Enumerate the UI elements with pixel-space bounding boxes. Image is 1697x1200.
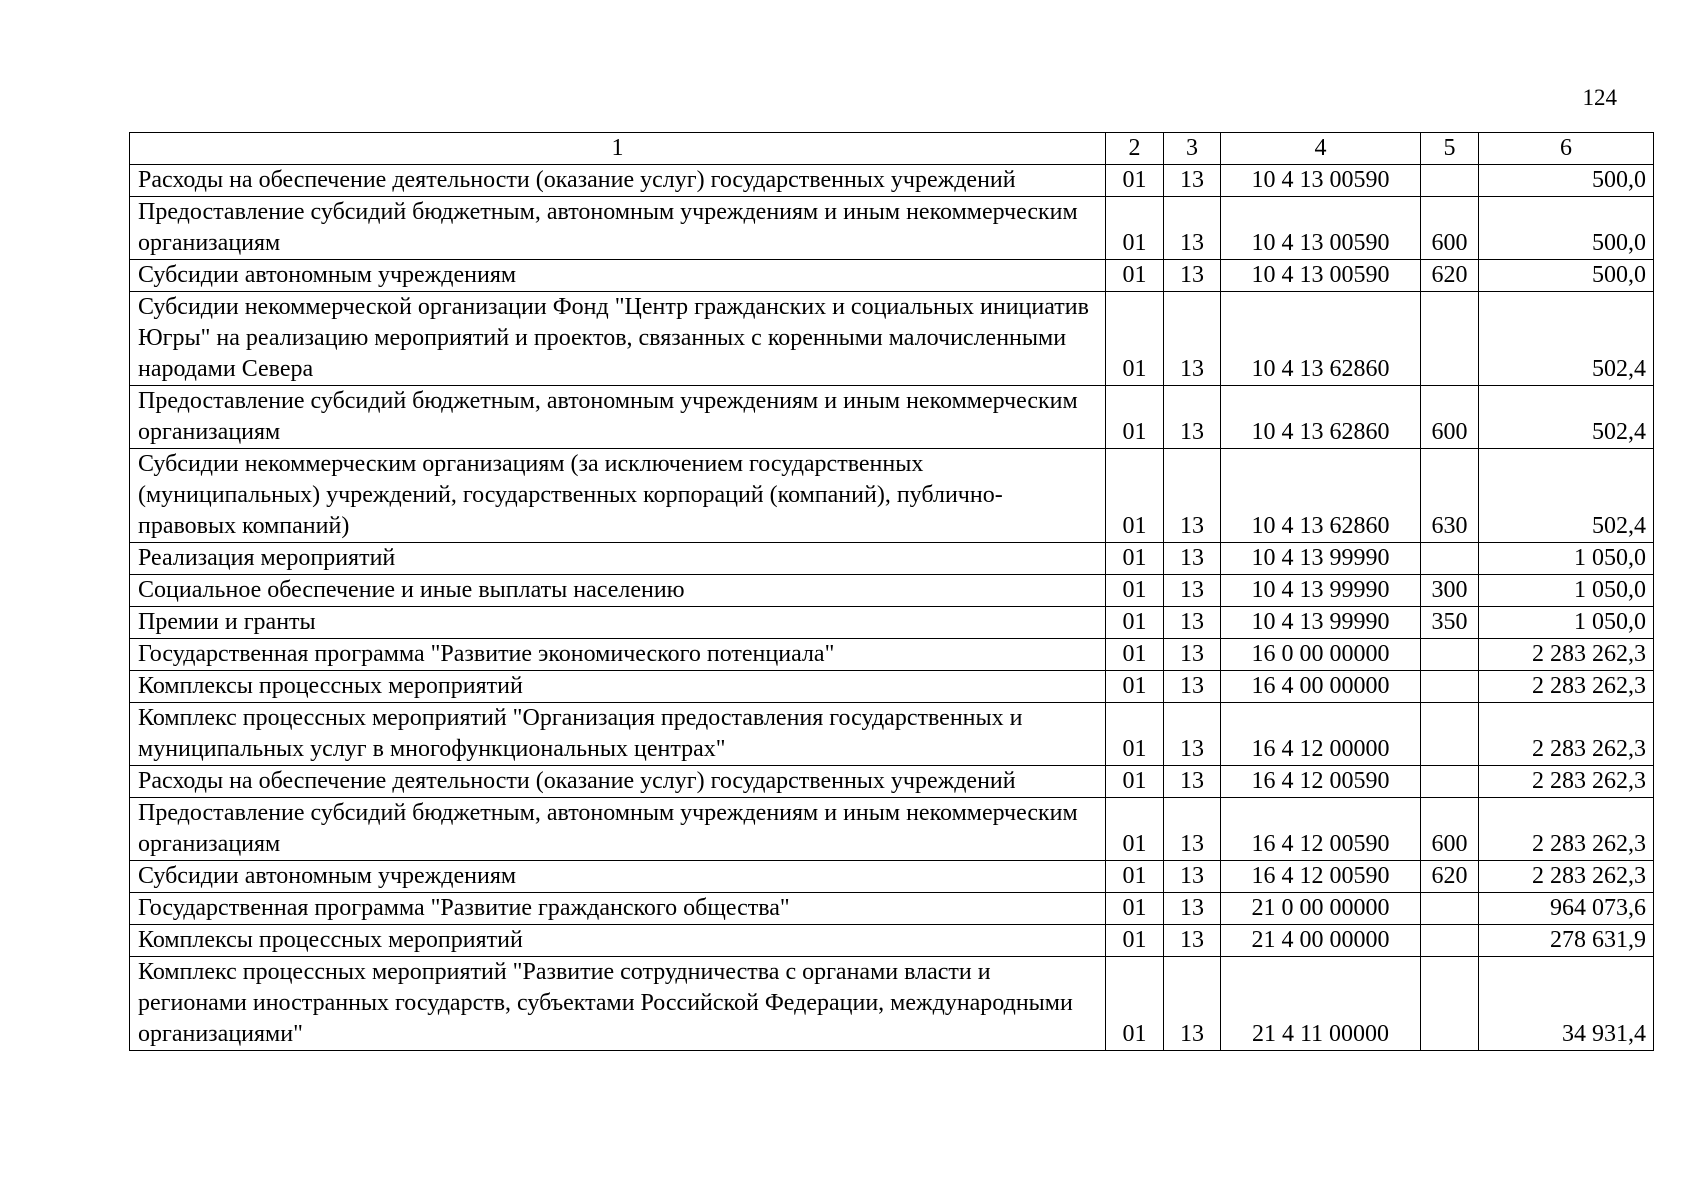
row-section: 01 (1106, 165, 1164, 197)
row-expense-type (1421, 671, 1479, 703)
row-expense-type (1421, 893, 1479, 925)
row-section: 01 (1106, 607, 1164, 639)
row-target-code: 10 4 13 00590 (1221, 197, 1421, 260)
row-description: Субсидии автономным учреждениям (130, 260, 1106, 292)
row-subsection: 13 (1164, 798, 1221, 861)
row-expense-type (1421, 703, 1479, 766)
row-subsection: 13 (1164, 671, 1221, 703)
row-expense-type (1421, 543, 1479, 575)
row-description: Комплекс процессных мероприятий "Развитие сотрудничества с органами власти и регионами иностранных государств, субъектами Российской Федерации, международными организациями" (130, 957, 1106, 1051)
row-amount: 1 050,0 (1479, 607, 1654, 639)
row-description: Комплексы процессных мероприятий (130, 925, 1106, 957)
row-target-code: 16 4 12 00590 (1221, 798, 1421, 861)
row-target-code: 16 4 12 00590 (1221, 861, 1421, 893)
row-section: 01 (1106, 893, 1164, 925)
row-target-code: 21 4 11 00000 (1221, 957, 1421, 1051)
row-subsection: 13 (1164, 957, 1221, 1051)
row-section: 01 (1106, 449, 1164, 543)
table-row (130, 386, 1654, 449)
row-amount: 964 073,6 (1479, 893, 1654, 925)
row-target-code: 16 0 00 00000 (1221, 639, 1421, 671)
row-amount: 502,4 (1479, 449, 1654, 543)
table-row (130, 925, 1654, 957)
row-description: Комплекс процессных мероприятий "Организация предоставления государственных и муниципальных услуг в многофункциональных центрах" (130, 703, 1106, 766)
row-target-code: 16 4 00 00000 (1221, 671, 1421, 703)
row-section: 01 (1106, 671, 1164, 703)
row-section: 01 (1106, 957, 1164, 1051)
table-row (130, 957, 1654, 1051)
row-subsection: 13 (1164, 766, 1221, 798)
row-description: Социальное обеспечение и иные выплаты населению (130, 575, 1106, 607)
row-section: 01 (1106, 639, 1164, 671)
row-section: 01 (1106, 925, 1164, 957)
row-amount: 2 283 262,3 (1479, 766, 1654, 798)
table-row (130, 260, 1654, 292)
row-subsection: 13 (1164, 861, 1221, 893)
header-row (130, 133, 1654, 165)
row-subsection: 13 (1164, 575, 1221, 607)
row-target-code: 10 4 13 62860 (1221, 292, 1421, 386)
row-subsection: 13 (1164, 260, 1221, 292)
row-description: Субсидии некоммерческой организации Фонд "Центр гражданских и социальных инициатив Югры" на реализацию мероприятий и проектов, связанных с коренными малочисленными народами Севера (130, 292, 1106, 386)
row-amount: 1 050,0 (1479, 543, 1654, 575)
row-expense-type: 630 (1421, 449, 1479, 543)
table-row (130, 197, 1654, 260)
row-target-code: 10 4 13 00590 (1221, 260, 1421, 292)
row-section: 01 (1106, 861, 1164, 893)
row-description: Государственная программа "Развитие гражданского общества" (130, 893, 1106, 925)
row-section: 01 (1106, 575, 1164, 607)
row-amount: 500,0 (1479, 165, 1654, 197)
row-description: Комплексы процессных мероприятий (130, 671, 1106, 703)
row-target-code: 10 4 13 99990 (1221, 575, 1421, 607)
row-expense-type (1421, 292, 1479, 386)
column-header-3: 3 (1164, 133, 1221, 165)
table-row (130, 861, 1654, 893)
row-target-code: 16 4 12 00590 (1221, 766, 1421, 798)
row-target-code: 16 4 12 00000 (1221, 703, 1421, 766)
column-header-1: 1 (130, 133, 1106, 165)
row-target-code: 10 4 13 62860 (1221, 449, 1421, 543)
page-number: 124 (1582, 85, 1617, 110)
row-amount: 2 283 262,3 (1479, 639, 1654, 671)
row-section: 01 (1106, 197, 1164, 260)
row-target-code: 10 4 13 99990 (1221, 607, 1421, 639)
row-target-code: 10 4 13 00590 (1221, 165, 1421, 197)
column-header-6: 6 (1479, 133, 1654, 165)
row-amount: 278 631,9 (1479, 925, 1654, 957)
row-expense-type: 620 (1421, 260, 1479, 292)
row-target-code: 21 4 00 00000 (1221, 925, 1421, 957)
table-row (130, 671, 1654, 703)
row-expense-type: 620 (1421, 861, 1479, 893)
row-section: 01 (1106, 543, 1164, 575)
row-description: Премии и гранты (130, 607, 1106, 639)
table-row (130, 165, 1654, 197)
row-subsection: 13 (1164, 292, 1221, 386)
row-amount: 2 283 262,3 (1479, 703, 1654, 766)
table-row (130, 639, 1654, 671)
row-description: Расходы на обеспечение деятельности (оказание услуг) государственных учреждений (130, 165, 1106, 197)
row-subsection: 13 (1164, 386, 1221, 449)
row-amount: 2 283 262,3 (1479, 798, 1654, 861)
row-section: 01 (1106, 798, 1164, 861)
row-subsection: 13 (1164, 639, 1221, 671)
row-expense-type: 600 (1421, 386, 1479, 449)
row-section: 01 (1106, 292, 1164, 386)
row-subsection: 13 (1164, 449, 1221, 543)
row-description: Государственная программа "Развитие экономического потенциала" (130, 639, 1106, 671)
row-subsection: 13 (1164, 607, 1221, 639)
row-target-code: 21 0 00 00000 (1221, 893, 1421, 925)
table-row (130, 798, 1654, 861)
row-amount: 500,0 (1479, 197, 1654, 260)
row-expense-type: 600 (1421, 798, 1479, 861)
row-amount: 502,4 (1479, 386, 1654, 449)
row-amount: 34 931,4 (1479, 957, 1654, 1051)
row-description: Реализация мероприятий (130, 543, 1106, 575)
row-target-code: 10 4 13 99990 (1221, 543, 1421, 575)
table-row (130, 607, 1654, 639)
row-description: Субсидии некоммерческим организациям (за исключением государственных (муниципальных) учреждений, государственных корпораций (компаний), публично-правовых компаний) (130, 449, 1106, 543)
row-subsection: 13 (1164, 165, 1221, 197)
row-section: 01 (1106, 766, 1164, 798)
row-expense-type (1421, 165, 1479, 197)
row-expense-type (1421, 639, 1479, 671)
row-description: Субсидии автономным учреждениям (130, 861, 1106, 893)
row-expense-type: 350 (1421, 607, 1479, 639)
row-amount: 500,0 (1479, 260, 1654, 292)
table-row (130, 449, 1654, 543)
row-description: Предоставление субсидий бюджетным, автономным учреждениям и иным некоммерческим организациям (130, 197, 1106, 260)
column-header-2: 2 (1106, 133, 1164, 165)
table-row (130, 893, 1654, 925)
row-subsection: 13 (1164, 197, 1221, 260)
row-section: 01 (1106, 260, 1164, 292)
table-row (130, 703, 1654, 766)
row-expense-type: 300 (1421, 575, 1479, 607)
table-row (130, 575, 1654, 607)
row-description: Предоставление субсидий бюджетным, автономным учреждениям и иным некоммерческим организациям (130, 386, 1106, 449)
budget-table (129, 132, 1654, 1051)
table-row (130, 292, 1654, 386)
row-section: 01 (1106, 386, 1164, 449)
row-expense-type (1421, 766, 1479, 798)
table-row (130, 766, 1654, 798)
row-description: Предоставление субсидий бюджетным, автономным учреждениям и иным некоммерческим организациям (130, 798, 1106, 861)
row-target-code: 10 4 13 62860 (1221, 386, 1421, 449)
column-header-5: 5 (1421, 133, 1479, 165)
row-expense-type (1421, 957, 1479, 1051)
column-header-4: 4 (1221, 133, 1421, 165)
table-row (130, 543, 1654, 575)
row-subsection: 13 (1164, 893, 1221, 925)
row-subsection: 13 (1164, 925, 1221, 957)
row-expense-type: 600 (1421, 197, 1479, 260)
row-amount: 2 283 262,3 (1479, 671, 1654, 703)
row-expense-type (1421, 925, 1479, 957)
row-subsection: 13 (1164, 543, 1221, 575)
row-description: Расходы на обеспечение деятельности (оказание услуг) государственных учреждений (130, 766, 1106, 798)
row-amount: 1 050,0 (1479, 575, 1654, 607)
row-amount: 2 283 262,3 (1479, 861, 1654, 893)
row-subsection: 13 (1164, 703, 1221, 766)
row-amount: 502,4 (1479, 292, 1654, 386)
row-section: 01 (1106, 703, 1164, 766)
